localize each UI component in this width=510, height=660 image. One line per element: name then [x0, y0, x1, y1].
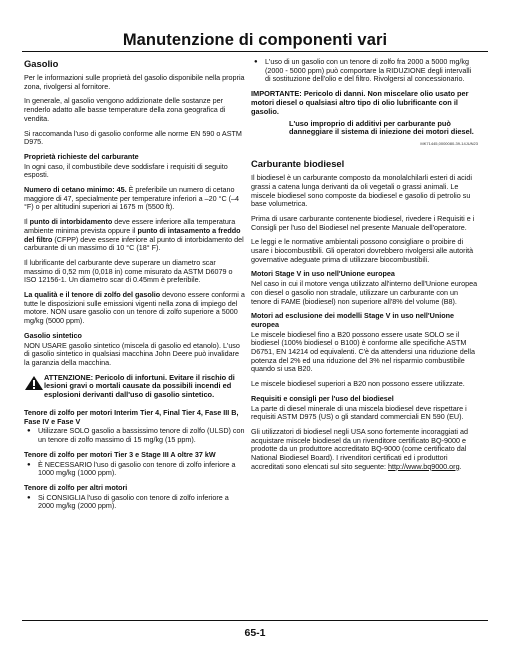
paragraph-cetane [24, 186, 245, 212]
bullet-list [24, 461, 245, 478]
paragraph: Il biodiesel è un carburante composto da monolalchilarli esteri di acidi grassi a catena lunga derivanti da oli vegetali o grassi animali. Le miscele biodiesel sono composte da biodiesel e gasolio di petrolio su base volumetrica. [251, 173, 472, 209]
warning-text: ATTENZIONE: Pericolo di infortuni. Evitare il rischio di lesioni gravi o mortali causate da possibili incendi ed esplosioni derivanti dall'uso di gasolio sintetico. [44, 372, 235, 400]
paragraph: Il lubrificante del carburante deve superare un diametro scar massimo di 0,52 mm (0,018 in) come misurato da ASTM D6079 o ISO 12156-1. Un diametro scar di 0.45mm è preferibile. [24, 257, 233, 285]
footer-rule [22, 620, 488, 621]
important-notice-body: L'uso improprio di additivi per carburante può danneggiare il sistema di iniezione dei motori diesel. [289, 118, 474, 137]
warning-block [24, 374, 245, 400]
list-item: ● È NECESSARIO l'uso di gasolio con tenore di zolfo inferiore a 1000 mg/kg (1000 ppm). [24, 461, 245, 478]
right-column [251, 58, 478, 477]
paragraph-bq9000: Gli utilizzatori di biodiesel negli USA sono fortemente incoraggiati ad acquistare miscele biodiesel da un rivenditore certificato BQ-9000 e prodotte da un produttore accreditato BQ-9000 (come certificato dal National Biodiesel Board). I rivenditori certificati ed i produttori accreditati sono elencati sul sito seguente: http://www.bq9000.org. [251, 426, 468, 471]
warning-triangle-icon [24, 375, 44, 391]
paragraph: Nel caso in cui il motore venga utilizzato all'interno dell'Unione europea con diesel o gasolio non stradale, utilizzare un carburante con un tenore di FAME (biodiesel) non superiore all'8% del volume (B8). [251, 279, 478, 306]
paragraph-sulfur-quality: La qualità e il tenore di zolfo del gasolio devono essere conformi a tutte le disposizioni sulle emissioni vigenti nella zona di impiego del motore. NON usare gasolio con un tenore di zolfo superiore a 5000 mg/kg (5000 ppm). [24, 290, 245, 326]
paragraph: Prima di usare carburante contenente biodiesel, rivedere i Requisiti e i Consigli per l'uso del Biodiesel nel presente Manuale dell'operatore. [251, 213, 475, 232]
paragraph: Per le informazioni sulle proprietà del gasolio disponibile nella propria zona, rivolgersi al fornitore. [24, 73, 245, 91]
paragraph-cloud-point: Il punto di intorbidamento deve essere inferiore alla temperatura ambiente minima prevista oppure il punto di intasamento a freddo del filtro (CFPP) deve essere inferiore al punto di intorbidamento del carburante di un massimo di 10 °C (18° F). [24, 217, 244, 253]
document-code: MK71445,0000080-39-14JUN23 [420, 141, 478, 147]
list-item: ● Si CONSIGLIA l'uso di gasolio con tenore di zolfo inferiore a 2000 mg/kg (2000 ppm). [24, 494, 245, 511]
paragraph: NON USARE gasolio sintetico (miscela di gasolio ed etanolo). L'uso di gasolio sintetico in qualsiasi macchina John Deere può invalidare la garanzia della macchina. [24, 340, 240, 367]
left-column [24, 58, 245, 517]
subheading-tier3: Tenore di zolfo per motori Tier 3 e Stage III A oltre 37 kW [24, 449, 216, 459]
section-heading-biodiesel: Carburante biodiesel [251, 158, 345, 170]
paragraph: Le leggi e le normative ambientali possono consigliare o proibire di usare i biocombustibili. Gli operatori dovrebbero rivolgersi alle autorità governative adeguate prima di utilizzare biocombustibili. [251, 237, 474, 264]
subheading-biodiesel-requirements: Requisiti e consigli per l'uso del biodiesel [251, 393, 394, 403]
bullet-list [251, 58, 478, 84]
page-number: 65-1 [244, 627, 266, 639]
bullet-list [24, 427, 245, 444]
list-item: ● Utilizzare SOLO gasolio a bassissimo tenore di zolfo (ULSD) con un tenore di zolfo massimo di 15 mg/kg (15 ppm). [24, 427, 245, 444]
important-notice: IMPORTANTE: Pericolo di danni. Non miscelare olio usato per motori diesel o qualsiasi altro tipo di olio lubrificante con il gasolio. [251, 89, 469, 116]
subheading-non-stage-v: Motori ad esclusione dei modelli Stage V in uso nell'Unione europea [251, 311, 454, 329]
paragraph: Le miscele biodiesel fino a B20 possono essere usate SOLO se il biodiesel (100% biodiesel o B100) è conforme alle specifiche ASTM D6751, EN 14214 od equivalenti. C'è da attendersi una riduzione della potenza del 2% ed una riduzione del 3% nel risparmio combustibile quando si usa B20. [251, 329, 475, 374]
cetane-label: Numero di cetano minimo: 45. [24, 185, 127, 195]
list-item: ● L'uso di un gasolio con un tenore di zolfo fra 2000 a 5000 mg/kg (2000 - 5000 ppm) può comportare la RIDUZIONE degli intervalli di sostituzione dell'olio e del filtro. Rivolgersi al concessionario. [251, 58, 478, 84]
paragraph: In ogni caso, il combustibile deve soddisfare i requisiti di seguito esposti. [24, 161, 228, 180]
page-title: Manutenzione di componenti vari [122, 31, 388, 49]
subheading-tier4: Tenore di zolfo per motori Interim Tier 4, Final Tier 4, Fase III B, Fase IV e Fase V [24, 408, 239, 426]
section-heading-gasolio: Gasolio [24, 58, 59, 69]
cloud-point-term: punto di intorbidamento [29, 217, 113, 227]
subheading-other-engines: Tenore di zolfo per altri motori [24, 483, 128, 492]
header-rule [22, 51, 488, 52]
bullet-list [24, 494, 245, 511]
subheading-stage-v: Motori Stage V in uso nell'Unione europea [251, 269, 395, 279]
paragraph: Si raccomanda l'uso di gasolio conforme alle norme EN 590 o ASTM D975. [24, 128, 242, 147]
cetane-text: È preferibile un numero di cetano maggiore di 47, specialmente per temperature inferiori a –20 °C (–4 °F) o per altitudini superiori ai 1675 m (5500 ft). [24, 185, 240, 212]
paragraph: In generale, al gasolio vengono addizionate delle sostanze per renderlo adatto alle basse temperature della zona geografica di vendita. [24, 96, 226, 123]
subheading-fuel-properties: Proprietà richieste del carburante [24, 151, 139, 161]
paragraph: La parte di diesel minerale di una miscela biodiesel deve rispettare i requisiti ASTM D975 (US) o gli standard commerciali EN 590 (EU). [251, 403, 467, 422]
cfpp-term: punto di intasamento a freddo del filtro [24, 225, 241, 244]
bq9000-link[interactable]: http://www.bq9000.org [388, 461, 460, 471]
paragraph: Le miscele biodiesel superiori a B20 non possono essere utilizzate. [251, 379, 465, 389]
subheading-synthetic-diesel: Gasolio sintetico [24, 330, 82, 340]
